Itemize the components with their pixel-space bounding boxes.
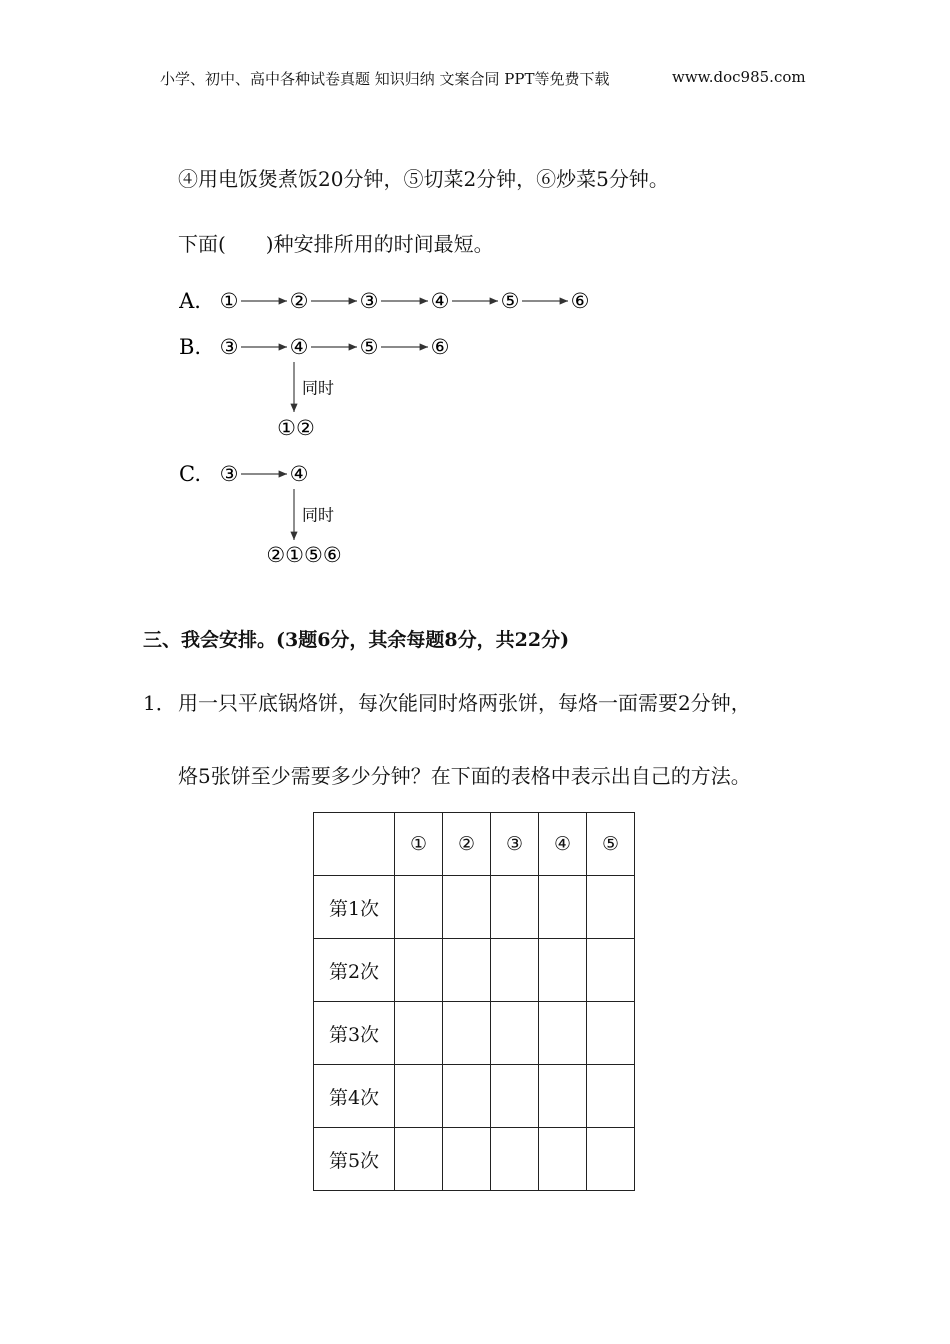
node: ② — [289, 289, 309, 313]
answer-cell[interactable] — [539, 876, 587, 939]
answer-cell[interactable] — [443, 1002, 491, 1065]
answer-cell[interactable] — [443, 1128, 491, 1191]
column-header: ④ — [539, 813, 587, 876]
answer-cell[interactable] — [395, 1065, 443, 1128]
question-line-2: 烙5张饼至少需要多少分钟？在下面的表格中表示出自己的方法。 — [178, 764, 751, 788]
answer-cell[interactable] — [539, 1002, 587, 1065]
row-label: 第4次 — [314, 1065, 395, 1128]
answer-cell[interactable] — [395, 939, 443, 1002]
node: ⑥ — [570, 289, 590, 313]
node: ⑤ — [359, 335, 379, 359]
node: ③ — [359, 289, 379, 313]
question-line-1: 用一只平底锅烙饼，每次能同时烙两张饼，每烙一面需要2分钟， — [178, 691, 751, 715]
option-c-label: C. — [179, 462, 201, 486]
question-number: 1． — [143, 691, 176, 715]
answer-cell[interactable] — [491, 939, 539, 1002]
table-row — [314, 876, 635, 939]
simul-label: 同时 — [302, 505, 335, 525]
table-row — [314, 1128, 635, 1191]
answer-cell[interactable] — [491, 1002, 539, 1065]
row-label: 第3次 — [314, 1002, 395, 1065]
answer-cell[interactable] — [443, 939, 491, 1002]
header-text: 小学、初中、高中各种试卷真题 知识归纳 文案合同 PPT等免费下载 — [160, 70, 610, 88]
answer-cell[interactable] — [539, 1065, 587, 1128]
node: ③ — [219, 335, 239, 359]
table-row — [314, 939, 635, 1002]
row-label: 第5次 — [314, 1128, 395, 1191]
answer-cell[interactable] — [587, 1128, 635, 1191]
answer-cell[interactable] — [395, 876, 443, 939]
node: ④ — [430, 289, 450, 313]
table-header-row — [314, 813, 635, 876]
answer-cell[interactable] — [395, 1128, 443, 1191]
answer-cell[interactable] — [539, 939, 587, 1002]
table-row — [314, 1065, 635, 1128]
arrangement-diagram — [0, 0, 950, 600]
row-label: 第1次 — [314, 876, 395, 939]
answer-cell[interactable] — [443, 1065, 491, 1128]
simul-nodes: ①② — [277, 416, 315, 440]
question-text: 下面( )种安排所用的时间最短。 — [178, 232, 494, 256]
answer-cell[interactable] — [587, 876, 635, 939]
node: ① — [219, 289, 239, 313]
answer-cell[interactable] — [395, 1002, 443, 1065]
column-header: ③ — [491, 813, 539, 876]
column-header: ② — [443, 813, 491, 876]
answer-cell[interactable] — [491, 1065, 539, 1128]
node: ③ — [219, 462, 239, 486]
corner-cell — [314, 813, 395, 876]
section-title: 三、我会安排。(3题6分，其余每题8分，共22分) — [143, 629, 570, 651]
simul-nodes: ②①⑤⑥ — [266, 543, 342, 567]
answer-cell[interactable] — [443, 876, 491, 939]
header-url: www.doc985.com — [672, 68, 806, 86]
option-a-label: A. — [179, 289, 201, 313]
node: ④ — [289, 462, 309, 486]
option-b-label: B. — [178, 335, 202, 359]
column-header: ① — [395, 813, 443, 876]
node: ④ — [289, 335, 309, 359]
answer-cell[interactable] — [587, 1065, 635, 1128]
answer-cell[interactable] — [587, 1002, 635, 1065]
steps-line: ④用电饭煲煮饭20分钟，⑤切菜2分钟，⑥炒菜5分钟。 — [178, 167, 669, 191]
row-label: 第2次 — [314, 939, 395, 1002]
answer-cell[interactable] — [491, 1128, 539, 1191]
answer-cell[interactable] — [491, 876, 539, 939]
answer-cell[interactable] — [539, 1128, 587, 1191]
node: ⑥ — [430, 335, 450, 359]
column-header: ⑤ — [587, 813, 635, 876]
answer-table — [313, 812, 635, 1191]
table-row — [314, 1002, 635, 1065]
node: ⑤ — [500, 289, 520, 313]
simul-label: 同时 — [302, 378, 335, 398]
answer-cell[interactable] — [587, 939, 635, 1002]
